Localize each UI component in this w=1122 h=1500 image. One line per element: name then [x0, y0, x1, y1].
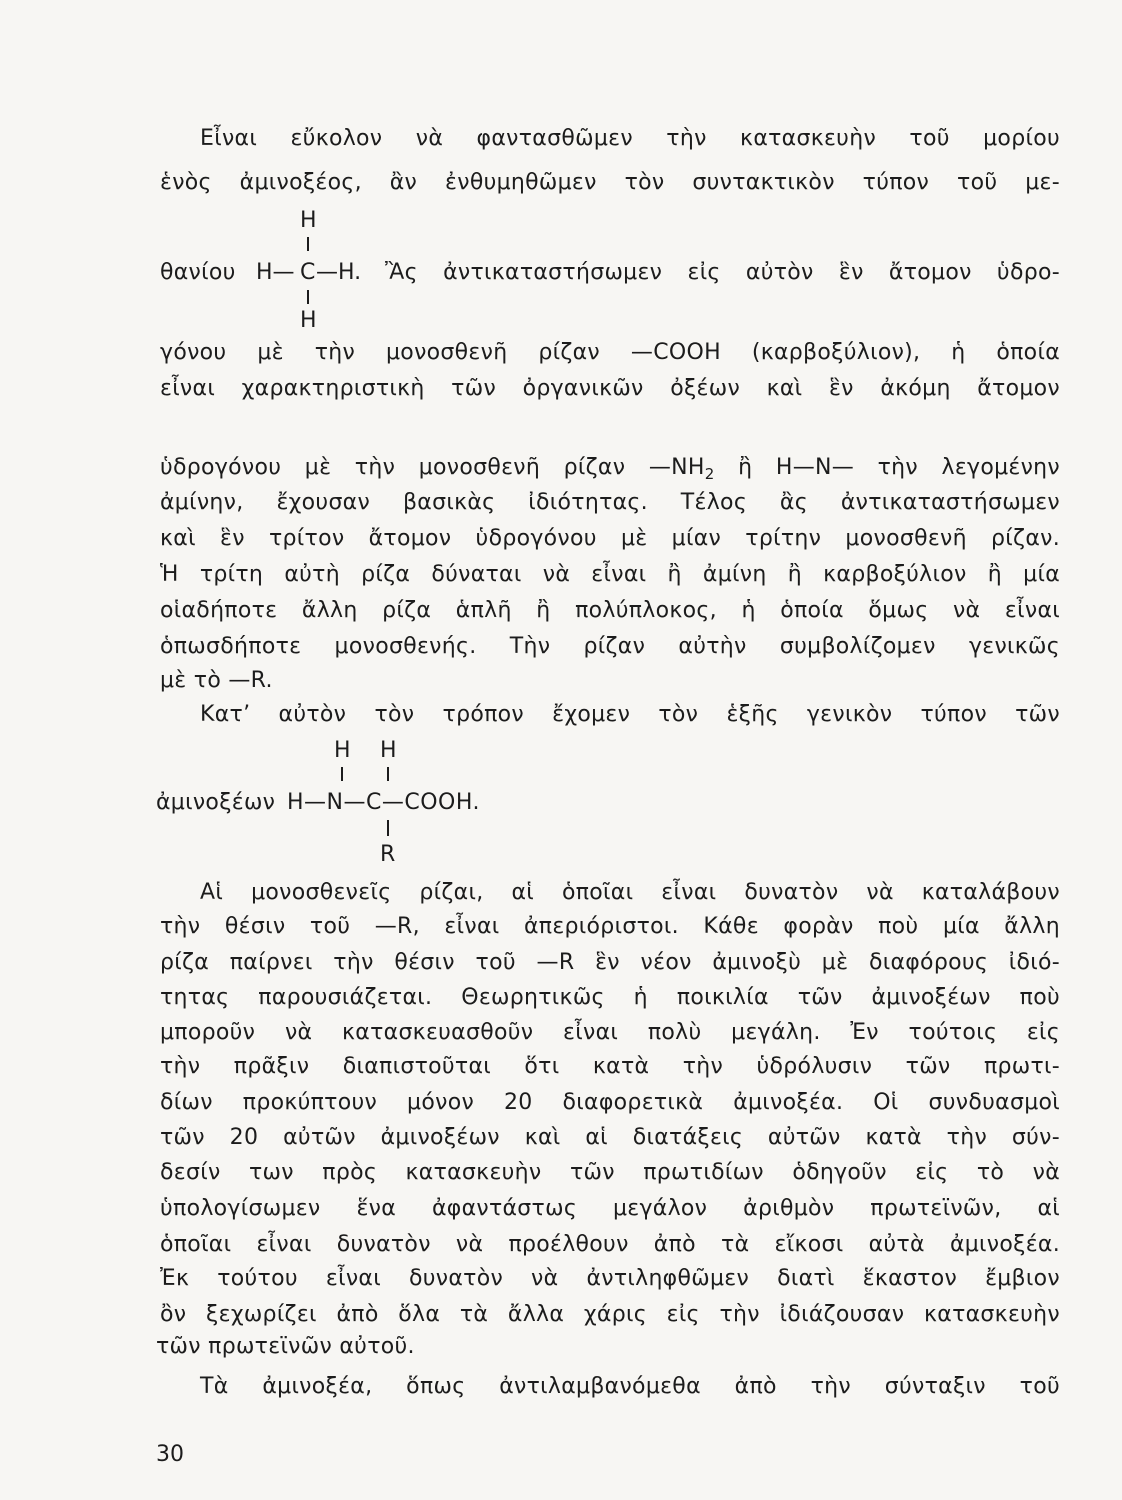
page-number: 30	[156, 1442, 184, 1467]
text-line: ἀμίνην, ἔχουσαν βασικὰς ἰδιότητας. Τέλος ἂς ἀντικαταστήσωμεν	[160, 490, 1060, 515]
text-line: εἶναι χαρακτηριστικὴ τῶν ὀργανικῶν ὀξέων καὶ ἓν ἀκόμη ἄτομον	[160, 376, 1060, 401]
text-line: ὁπωσδήποτε μονοσθενής. Τὴν ρίζαν αὐτὴν συμβολίζομεν γενικῶς	[160, 634, 1060, 659]
text-line: δεσίν των πρὸς κατασκευὴν τῶν πρωτιδίων ὁδηγοῦν εἰς τὸ νὰ	[160, 1160, 1060, 1185]
text-line: Κατ’ αὐτὸν τὸν τρόπον ἔχομεν τὸν ἑξῆς γενικὸν τύπον τῶν	[200, 702, 1060, 727]
text-line: δίων προκύπτουν μόνον 20 διαφορετικὰ ἀμινοξέα. Οἱ συνδυασμοὶ	[160, 1090, 1060, 1115]
text-line: τῶν πρωτεϊνῶν αὐτοῦ.	[156, 1334, 415, 1359]
formula-bond	[307, 237, 309, 251]
formula-atom-h-left: H—	[256, 260, 295, 285]
text-line: μποροῦν νὰ κατασκευασθοῦν εἶναι πολὺ μεγάλη. Ἐν τούτοις εἰς	[160, 1020, 1060, 1045]
text-line: μὲ τὸ —R.	[160, 668, 273, 693]
formula-bond	[307, 290, 309, 304]
text-line: ἑνὸς ἀμινοξέος, ἂν ἐνθυμηθῶμεν τὸν συντακτικὸν τύπον τοῦ με-	[160, 170, 1060, 195]
text-line: Ἂς ἀντικαταστήσωμεν εἰς αὐτὸν ἓν ἄτομον ὑδρο-	[385, 260, 1060, 285]
text-line: Εἶναι εὔκολον νὰ φαντασθῶμεν τὴν κατασκευὴν τοῦ μορίου	[200, 126, 1060, 151]
formula-bond	[387, 767, 389, 781]
formula-bond	[387, 820, 389, 836]
formula-atom-h-right: —H.	[316, 260, 362, 285]
formula-atom-h-bottom: H	[300, 308, 317, 333]
formula-atom-h-over-n: H	[334, 738, 351, 763]
text-line: καὶ ἓν τρίτον ἄτομον ὑδρογόνου μὲ μίαν τρίτην μονοσθενῆ ρίζαν.	[160, 526, 1060, 551]
text-line: οἱαδήποτε ἄλλη ρίζα ἁπλῆ ἢ πολύπλοκος, ἡ ὁποία ὅμως νὰ εἶναι	[160, 598, 1060, 623]
text-line	[160, 455, 1060, 482]
text-line: Ἡ τρίτη αὐτὴ ρίζα δύναται νὰ εἶναι ἢ ἀμίνη ἢ καρβοξύλιον ἢ μία	[160, 562, 1060, 587]
text-segment: ὑδρογόνου μὲ τὴν μονοσθενῆ ρίζαν —NH	[160, 455, 705, 480]
formula-atom-c: C	[300, 260, 316, 285]
formula-atom-h-top: H	[300, 208, 317, 233]
subscript: 2	[704, 465, 715, 483]
formula-atom-h-over-c: H	[380, 738, 397, 763]
text-line: Τὰ ἀμινοξέα, ὅπως ἀντιλαμβανόμεθα ἀπὸ τὴν σύνταξιν τοῦ	[200, 1374, 1060, 1399]
text-segment: ἢ H—N— τὴν λεγομένην	[714, 455, 1060, 480]
formula-atom-r: R	[380, 842, 396, 867]
text-line: τῶν 20 αὐτῶν ἀμινοξέων καὶ αἱ διατάξεις αὐτῶν κατὰ τὴν σύν-	[160, 1125, 1060, 1150]
text-line: Αἱ μονοσθενεῖς ρίζαι, αἱ ὁποῖαι εἶναι δυνατὸν νὰ καταλάβουν	[200, 880, 1060, 905]
text-line: γόνου μὲ τὴν μονοσθενῆ ρίζαν —COOH (καρβοξύλιον), ἡ ὁποία	[160, 340, 1060, 365]
text-line: τὴν θέσιν τοῦ —R, εἶναι ἀπεριόριστοι. Κάθε φορὰν ποὺ μία ἄλλη	[160, 914, 1060, 939]
text-line: ρίζα παίρνει τὴν θέσιν τοῦ —R ἓν νέον ἀμινοξὺ μὲ διαφόρους ἰδιό-	[160, 950, 1060, 975]
text-line: Ἐκ τούτου εἶναι δυνατὸν νὰ ἀντιληφθῶμεν διατὶ ἕκαστον ἔμβιον	[160, 1266, 1060, 1291]
text-line: ὁποῖαι εἶναι δυνατὸν νὰ προέλθουν ἀπὸ τὰ εἴκοσι αὐτὰ ἀμινοξέα.	[160, 1232, 1060, 1257]
text-line: ὑπολογίσωμεν ἕνα ἀφαντάστως μεγάλον ἀριθμὸν πρωτεϊνῶν, αἱ	[160, 1196, 1060, 1221]
formula-chain: H—N—C—COOH.	[287, 790, 481, 815]
formula-bond	[341, 767, 343, 781]
text-line: θανίου	[160, 260, 236, 285]
text-line: ἀμινοξέων	[156, 790, 276, 815]
text-line: ὂν ξεχωρίζει ἀπὸ ὅλα τὰ ἄλλα χάρις εἰς τὴν ἰδιάζουσαν κατασκευὴν	[160, 1302, 1060, 1327]
text-line: τὴν πρᾶξιν διαπιστοῦται ὅτι κατὰ τὴν ὑδρόλυσιν τῶν πρωτι-	[160, 1054, 1060, 1079]
text-line: τητας παρουσιάζεται. Θεωρητικῶς ἡ ποικιλία τῶν ἀμινοξέων ποὺ	[160, 985, 1060, 1010]
